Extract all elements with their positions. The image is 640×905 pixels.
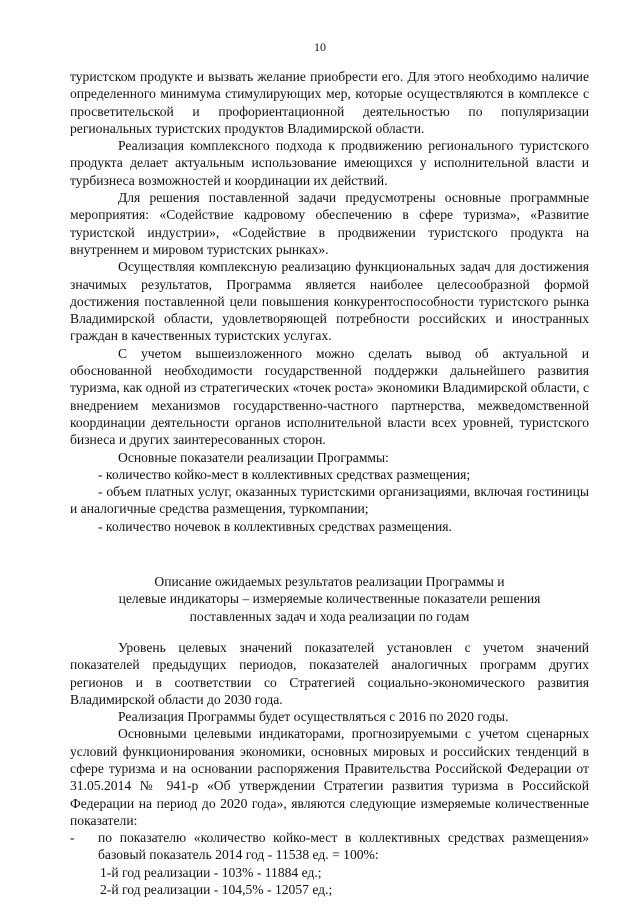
paragraph: Реализация комплексного подхода к продвижению регионального туристского продукта делает актуальным использование имеющихся у исполнительной власти и турбизнеса возможностей и координации их действий.	[70, 138, 589, 188]
paragraph: Для решения поставленной задачи предусмотрены основные программные мероприятия: «Содействие кадровому обеспечению в сфере туризма», «Развитие туристской индустрии», «Содействие в продвижении туристского продукта на внутреннем и мировом туристских рынках».	[70, 190, 589, 257]
paragraph: Осуществляя комплексную реализацию функциональных задач для достижения значимых результатов, Программа является наиболее целесообразной формой достижения поставленной цели повышения конкурентоспособности туристского рынка Владимирской области, удовлетворяющей потребности российских и иностранных граждан в качественных туристских услугах.	[70, 259, 589, 344]
paragraph: туристском продукте и вызвать желание приобрести его. Для этого необходимо наличие определенного минимума стимулирующих мер, которые осуществляются в комплексе с просветительской и профориентационной деятельностью по популяризации региональных туристских продуктов Владимирской области.	[70, 69, 589, 136]
paragraph: Основные показатели реализации Программы:	[118, 449, 389, 465]
indicator-item	[70, 829, 589, 864]
year-value: 1-й год реализации - 103% - 11884 ед.;	[100, 864, 322, 880]
paragraph: Реализация Программы будет осуществляться с 2016 по 2020 годы.	[118, 709, 509, 725]
page-number: 10	[314, 40, 326, 54]
heading-line: целевые индикаторы – измеряемые количественные показатели решения	[118, 591, 541, 607]
list-item: - объем платных услуг, оказанных туристскими организациями, включая гостиницы и аналогичные средства размещения, туркомпании;	[70, 484, 589, 517]
section-heading	[70, 573, 589, 625]
document-body	[70, 68, 589, 898]
heading-line: Описание ожидаемых результатов реализации Программы и	[154, 574, 505, 590]
paragraph: С учетом вышеизложенного можно сделать вывод об актуальной и обоснованной необходимости государственной поддержки дальнейшего развития туризма, как одной из стратегических «точек роста» экономики Владимирской области, с внедрением механизмов государственно-частного партнерства, межведомственной координации деятельности органов исполнительной власти всех уровней, туристского бизнеса и других заинтересованных сторон.	[70, 345, 589, 448]
paragraph: Уровень целевых значений показателей установлен с учетом значений показателей предыдущих периодов, показателей аналогичных программ других регионов и в соответствии со Стратегией социально-экономического развития Владимирской области до 2030 года.	[70, 639, 589, 707]
paragraph: Основными целевыми индикаторами, прогнозируемыми с учетом сценарных условий функционирования экономики, основных мировых и российских тенденций в сфере туризма и на основании распоряжения Правительства Российской Федерации от 31.05.2014 № 941-р «Об утверждении Стратегии развития туризма в Российской Федерации на период до 2020 года», являются следующие измеряемые количественные показатели:	[70, 726, 589, 828]
list-item: - количество койко-мест в коллективных средствах размещения;	[98, 466, 471, 482]
item-text: по показателю «количество койко-мест в коллективных средствах размещения» базовый показатель 2014 год - 11538 ед. = 100%:	[98, 830, 589, 863]
heading-line: поставленных задач и хода реализации по годам	[189, 608, 470, 624]
item-dash: -	[70, 830, 75, 846]
list-item: - количество ночевок в коллективных средствах размещения.	[98, 518, 452, 534]
year-value: 2-й год реализации - 104,5% - 12057 ед.;	[100, 882, 333, 898]
